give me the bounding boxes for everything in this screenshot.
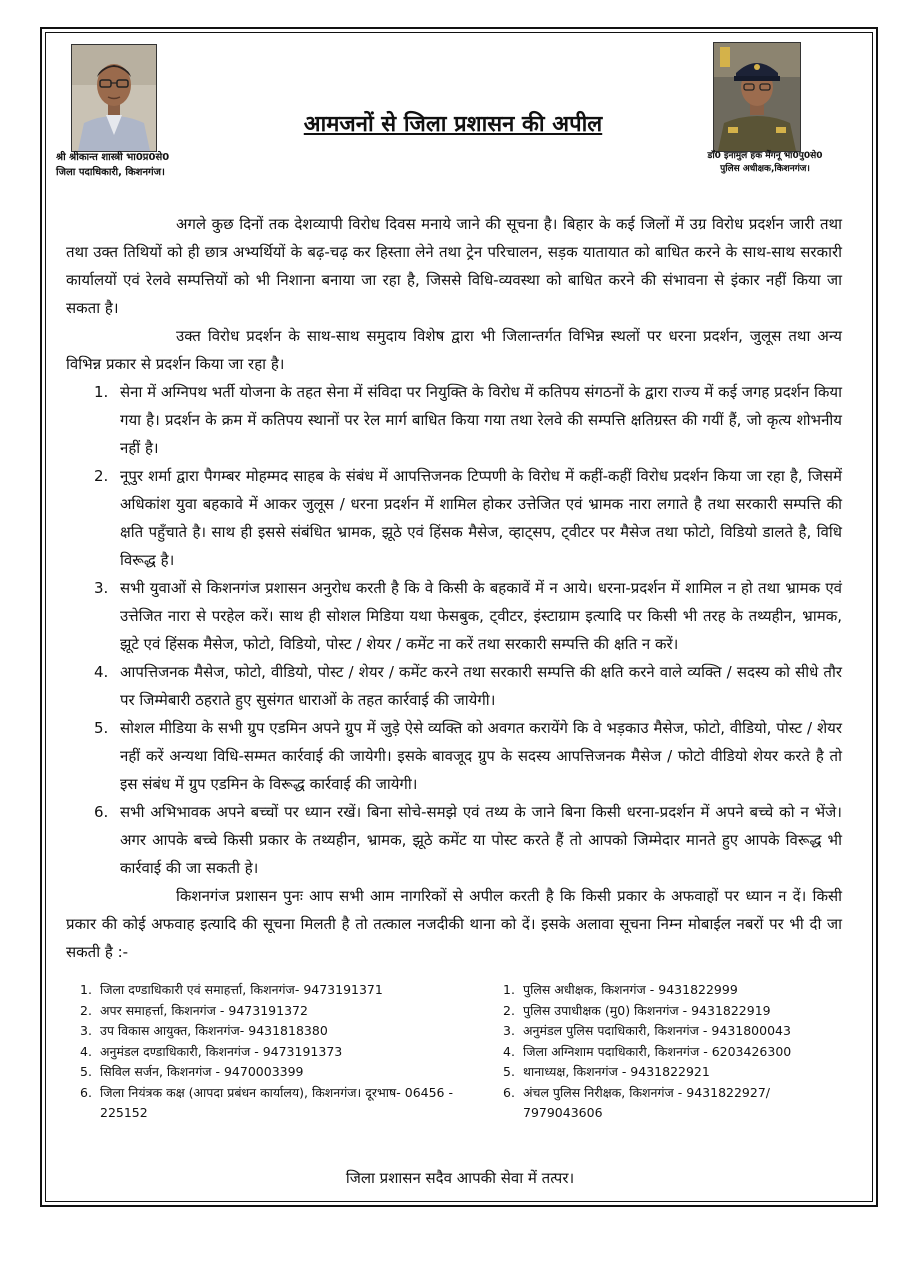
- appeal-point: [66, 714, 842, 798]
- district-magistrate-caption: [56, 150, 186, 180]
- page-title: आमजनों से जिला प्रशासन की अपील: [303, 112, 603, 137]
- contact-item: [80, 1042, 460, 1063]
- contact-item: [80, 980, 460, 1001]
- appeal-point: [66, 378, 842, 462]
- contact-text: जिला दण्डाधिकारी एवं समाहर्त्ता, किशनगंज- 9473191371: [100, 982, 383, 997]
- contact-text: अनुमंडल दण्डाधिकारी, किशनगंज - 9473191373: [100, 1043, 343, 1059]
- contact-number-index: 1.: [503, 982, 515, 997]
- footer-tagline: जिला प्रशासन सदैव आपकी सेवा में तत्पर।: [345, 1169, 575, 1187]
- appeal-points-list: [66, 378, 842, 882]
- appeal-point: [66, 798, 842, 882]
- contact-item: [503, 980, 843, 1001]
- superintendent-of-police-name: डॉ0 इनामुल हक मेंगनू भा0पु0से0: [707, 151, 823, 161]
- appeal-point-number: 4.: [94, 663, 109, 681]
- contact-text: उप विकास आयुक्त, किशनगंज- 9431818380: [100, 1023, 328, 1038]
- appeal-point-text: सोशल मीडिया के सभी ग्रुप एडमिन अपने ग्रुप में जुड़े ऐसे व्यक्ति को अवगत करायेंगे कि वे भड़काउ मैसेज, फोटो, वीडियो, पोस्ट / शेयर नहीं करें अन्यथा विधि-सम्मत कार्रवाई की जायेगी। इसके बावजूद ग्रुप के सदस्य आपत्तिजनक मैसेज / फोटो वीडियो शेयर करते है तो इस संबंध में ग्रुप एडमिन के विरूद्ध कार्रवाई की जायेगी।: [120, 719, 842, 793]
- appeal-point-number: 3.: [94, 579, 109, 597]
- contact-text: अनुमंडल पुलिस पदाधिकारी, किशनगंज - 9431800043: [523, 1023, 791, 1038]
- intro-paragraph-2: उक्त विरोध प्रदर्शन के साथ-साथ समुदाय विशेष द्वारा भी जिलान्तर्गत विभिन्न स्थलों पर धरना प्रदर्शन, जुलूस तथा अन्य विभिन्न प्रकार से प्रदर्शन किया जा रहा है।: [66, 327, 842, 373]
- intro-paragraph-1: अगले कुछ दिनों तक देशव्यापी विरोध दिवस मनाये जाने की सूचना है। बिहार के कई जिलों में उग्र विरोध प्रदर्शन जारी तथा तथा उक्त तिथियों को ही छात्र अभ्यर्थियों के बढ़-चढ़ कर हिस्ताा लेने तथा ट्रेन परिचालन, सड़क यातायात को बाधित करने के साथ-साथ सरकारी कार्यालयों एवं रेलवे सम्पत्तियों को भी निशाना बनाया जा रहा है, जिससे विधि-व्यवस्था को बाधित करने की संभावना से इंकार नहीं किया जा सकता है।: [66, 215, 842, 317]
- appeal-point-text: सभी अभिभावक अपने बच्चों पर ध्यान रखें। बिना सोचे-समझे एवं तथ्य के जाने बिना किसी धरना-प्रदर्शन में अपने बच्चे को न भेंजे। अगर आपके बच्चे किसी प्रकार के तथ्यहीन, भ्रामक, झूठे कमेंट या पोस्ट करते हैं तो आपको जिम्मेदार मानते हुए आपके विरूद्ध भी कार्रवाई की जा सकती हे।: [120, 803, 842, 877]
- contact-number-index: 2.: [80, 1002, 92, 1018]
- contact-text: थानाध्यक्ष, किशनगंज - 9431822921: [523, 1064, 710, 1079]
- contact-number-index: 3.: [503, 1023, 515, 1038]
- contact-number-index: 1.: [80, 982, 92, 997]
- appeal-point-number: 6.: [94, 803, 109, 821]
- appeal-point-text: आपत्तिजनक मैसेज, फोटो, वीडियो, पोस्ट / शेयर / कमेंट करने तथा सरकारी सम्पत्ति की क्षति करने वाले व्यक्ति / सदस्य को सीधे तौर पर जिम्मेबारी ठहराते हुए सुसंगत धाराओं के तहत कार्रवाई की जायेगी।: [120, 663, 842, 709]
- contact-number-index: 5.: [503, 1064, 515, 1079]
- administration-contacts-list: [80, 980, 460, 1124]
- contact-text: अंचल पुलिस निरीक्षक, किशनगंज - 9431822927/ 7979043606: [523, 1084, 770, 1120]
- district-magistrate-designation: जिला पदाधिकारी, किशनगंज।: [56, 167, 165, 178]
- contact-text: पुलिस उपाधीक्षक (मु0) किशनगंज - 9431822919: [523, 1002, 771, 1018]
- contact-item: [503, 1001, 843, 1022]
- contact-text: जिला अग्निशाम पदाधिकारी, किशनगंज - 6203426300: [523, 1043, 792, 1059]
- contact-item: [80, 1083, 460, 1124]
- contact-number-index: 4.: [80, 1043, 92, 1059]
- contact-item: [503, 1042, 843, 1063]
- appeal-point-number: 5.: [94, 719, 109, 737]
- contact-number-index: 2.: [503, 1002, 515, 1018]
- appeal-point-text: सभी युवाओं से किशनगंज प्रशासन अनुरोध करती है कि वे किसी के बहकावें में न आये। धरना-प्रदर्शन में शामिल न हो तथा भ्रामक एवं उत्तेजित नारा से परहेल करें। साथ ही सोशल मिडिया यथा फेसबुक, ट्वीटर, इंस्टाग्राम इत्यादि पर किसी भी तरह के तथ्यहीन, भ्रामक, झूटे एवं हिंसक मैसेज, फोटो, विडियो, पोस्ट / शेयर / कमेंट ना करें तथा सरकारी सम्पत्ति की क्षति न करें।: [120, 579, 842, 653]
- contact-item: [80, 1001, 460, 1022]
- superintendent-of-police-caption: [690, 150, 840, 176]
- district-magistrate-name: श्री श्रीकान्त शास्त्री भा0प्र0से0: [56, 152, 170, 163]
- contact-item: [503, 1083, 843, 1124]
- contact-item: [503, 1021, 843, 1042]
- contact-text: सिविल सर्जन, किशनगंज - 9470003399: [100, 1064, 304, 1079]
- contact-number-index: 6.: [503, 1084, 515, 1100]
- appeal-point: [66, 462, 842, 574]
- appeal-point-text: सेना में अग्निपथ भर्ती योजना के तहत सेना में संविदा पर नियुक्ति के विरोध में कतिपय संगठनों के द्वारा राज्य में कई जगह प्रदर्शन किया गया है। प्रदर्शन के क्रम में कतिपय स्थानों पर रेल मार्ग बाधित किया गया तथा रेलवे की सम्पत्ति क्षतिग्रस्त की गयीं हैं, जो कृत्य शोभनीय नहीं है।: [120, 383, 842, 457]
- contact-text: अपर समाहर्त्ता, किशनगंज - 9473191372: [100, 1002, 308, 1018]
- contact-number-index: 5.: [80, 1064, 92, 1079]
- contact-text: पुलिस अधीक्षक, किशनगंज - 9431822999: [523, 982, 738, 997]
- contact-text: जिला नियंत्रक कक्ष (आपदा प्रबंधन कार्यालय), किशनगंज। दूरभाष- 06456 - 225152: [100, 1084, 453, 1120]
- contact-number-index: 4.: [503, 1043, 515, 1059]
- appeal-point: [66, 574, 842, 658]
- superintendent-of-police-photo: [713, 42, 801, 152]
- contact-item: [80, 1062, 460, 1083]
- police-contacts-list: [503, 980, 843, 1124]
- appeal-point-number: 2.: [94, 467, 109, 485]
- appeal-point-number: 1.: [94, 383, 109, 401]
- appeal-point-text: नूपुर शर्मा द्वारा पैगम्बर मोहम्मद साहब के संबंध में आपत्तिजनक टिप्पणी के विरोध में कहीं-कहीं विरोध प्रदर्शन किया जा रहा है, जिसमें अधिकांश युवा बहकावे में आकर जुलूस / धरना प्रदर्शन में शामिल होकर उत्तेजित एवं भ्रामक नारा लगाते है तथा सरकारी सम्पत्ति की क्षति पहुँचाते है। साथ ही इससे संबंधित भ्रामक, झूठे एवं हिंसक मैसेज, व्हाट्सप, ट्वीटर पर मैसेज तथा फोटो, विडियो डालते है, विधि विरूद्ध है।: [120, 467, 842, 569]
- appeal-point: [66, 658, 842, 714]
- closing-paragraph: किशनगंज प्रशासन पुनः आप सभी आम नागरिकों से अपील करती है कि किसी प्रकार के अफवाहों पर ध्यान न दें। किसी प्रकार की कोई अफवाह इत्यादि की सूचना मिलती है तो तत्काल नजदीकी थाना को दें। इसके अलावा सूचना निम्न मोबाईल नबरों पर भी दी जा सकती है :-: [66, 887, 842, 961]
- contact-item: [503, 1062, 843, 1083]
- district-magistrate-photo: [71, 44, 157, 152]
- appeal-body: [66, 210, 842, 966]
- contact-item: [80, 1021, 460, 1042]
- superintendent-of-police-designation: पुलिस अधीक्षक,किशनगंज।: [720, 164, 810, 174]
- contact-number-index: 3.: [80, 1023, 92, 1038]
- contact-number-index: 6.: [80, 1084, 92, 1100]
